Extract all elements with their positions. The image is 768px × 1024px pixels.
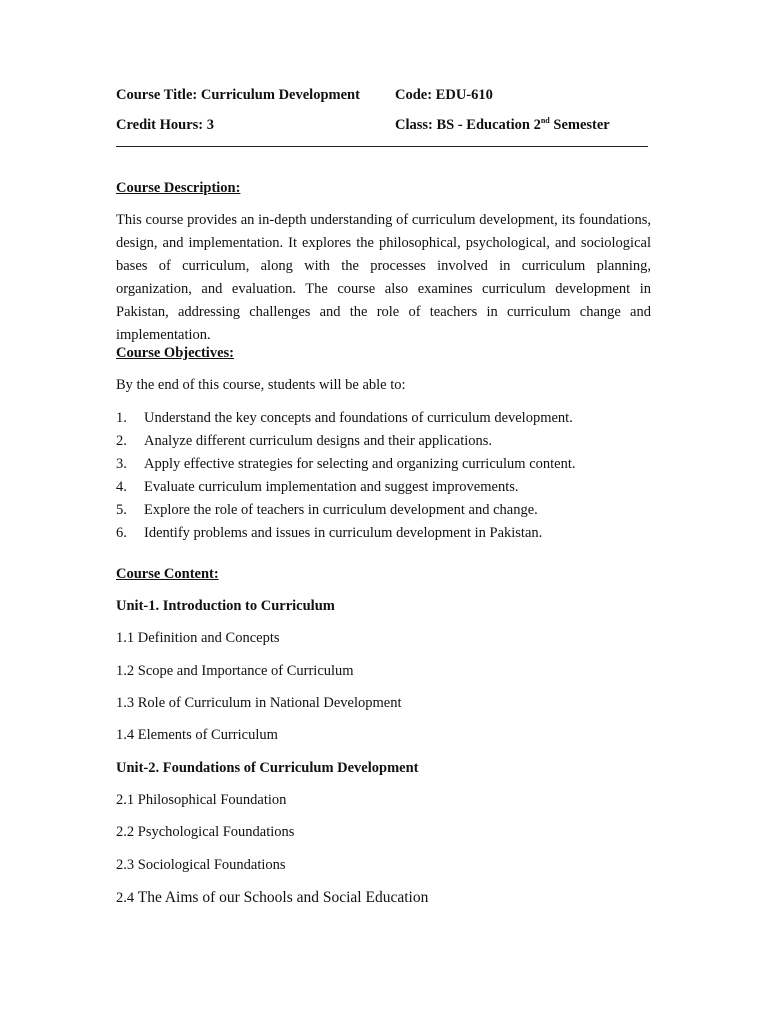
objective-number: 4.: [116, 479, 127, 495]
objective-number: 6.: [116, 525, 127, 541]
objective-text: Apply effective strategies for selecting and organizing curriculum content.: [144, 456, 576, 472]
objective-text: Explore the role of teachers in curriculum development and change.: [144, 502, 538, 518]
objective-number: 5.: [116, 502, 127, 518]
unit-1-title: Unit-1. Introduction to Curriculum: [116, 598, 335, 614]
objective-text: Evaluate curriculum implementation and suggest improvements.: [144, 479, 519, 495]
objective-text: Understand the key concepts and foundations of curriculum development.: [144, 410, 573, 426]
description-text: This course provides an in-depth understanding of curriculum development, its foundations, design, and implementation. It explores the philosophical, psychological, and sociological bases of curriculum, along with the processes involved in curriculum planning, organization, and evaluation. The course also examines curriculum development in Pakistan, addressing challenges and the role of teachers in curriculum change and implementation.: [116, 212, 651, 343]
objective-item: [116, 407, 576, 430]
class-suffix: Semester: [549, 117, 610, 133]
objective-number: 1.: [116, 410, 127, 426]
objective-item: [116, 499, 576, 522]
objective-item: [116, 476, 576, 499]
objectives-heading: Course Objectives:: [116, 345, 234, 361]
unit-2-topic-last: [116, 889, 428, 907]
objectives-intro: By the end of this course, students will be able to:: [116, 377, 406, 393]
unit-1-topic: 1.3 Role of Curriculum in National Development: [116, 695, 402, 711]
content-heading: Course Content:: [116, 566, 219, 582]
topic-text: The Aims of our Schools and Social Education: [137, 889, 429, 906]
class-info: [395, 117, 610, 134]
course-code: Code: EDU-610: [395, 87, 493, 103]
header-divider: [116, 146, 648, 147]
unit-2-topic: 2.3 Sociological Foundations: [116, 857, 286, 873]
objectives-list: [116, 407, 576, 545]
class-superscript: nd: [540, 116, 550, 125]
objective-text: Identify problems and issues in curriculum development in Pakistan.: [144, 525, 543, 541]
credit-hours: Credit Hours: 3: [116, 117, 215, 133]
description-heading: Course Description:: [116, 180, 241, 196]
unit-1-topic: 1.2 Scope and Importance of Curriculum: [116, 663, 354, 679]
objective-text: Analyze different curriculum designs and their applications.: [144, 433, 493, 449]
objective-item: [116, 430, 576, 453]
unit-1-topic: 1.4 Elements of Curriculum: [116, 727, 278, 743]
topic-number: 2.4: [116, 890, 135, 906]
course-title: Course Title: Curriculum Development: [116, 87, 360, 103]
unit-2-title: Unit-2. Foundations of Curriculum Development: [116, 760, 419, 776]
objective-number: 3.: [116, 456, 127, 472]
unit-1-topic: 1.1 Definition and Concepts: [116, 630, 280, 646]
objective-number: 2.: [116, 433, 127, 449]
objective-item: [116, 522, 576, 545]
objective-item: [116, 453, 576, 476]
unit-2-topic: 2.2 Psychological Foundations: [116, 824, 295, 840]
unit-2-topic: 2.1 Philosophical Foundation: [116, 792, 287, 808]
class-prefix: Class: BS - Education 2: [395, 117, 541, 133]
